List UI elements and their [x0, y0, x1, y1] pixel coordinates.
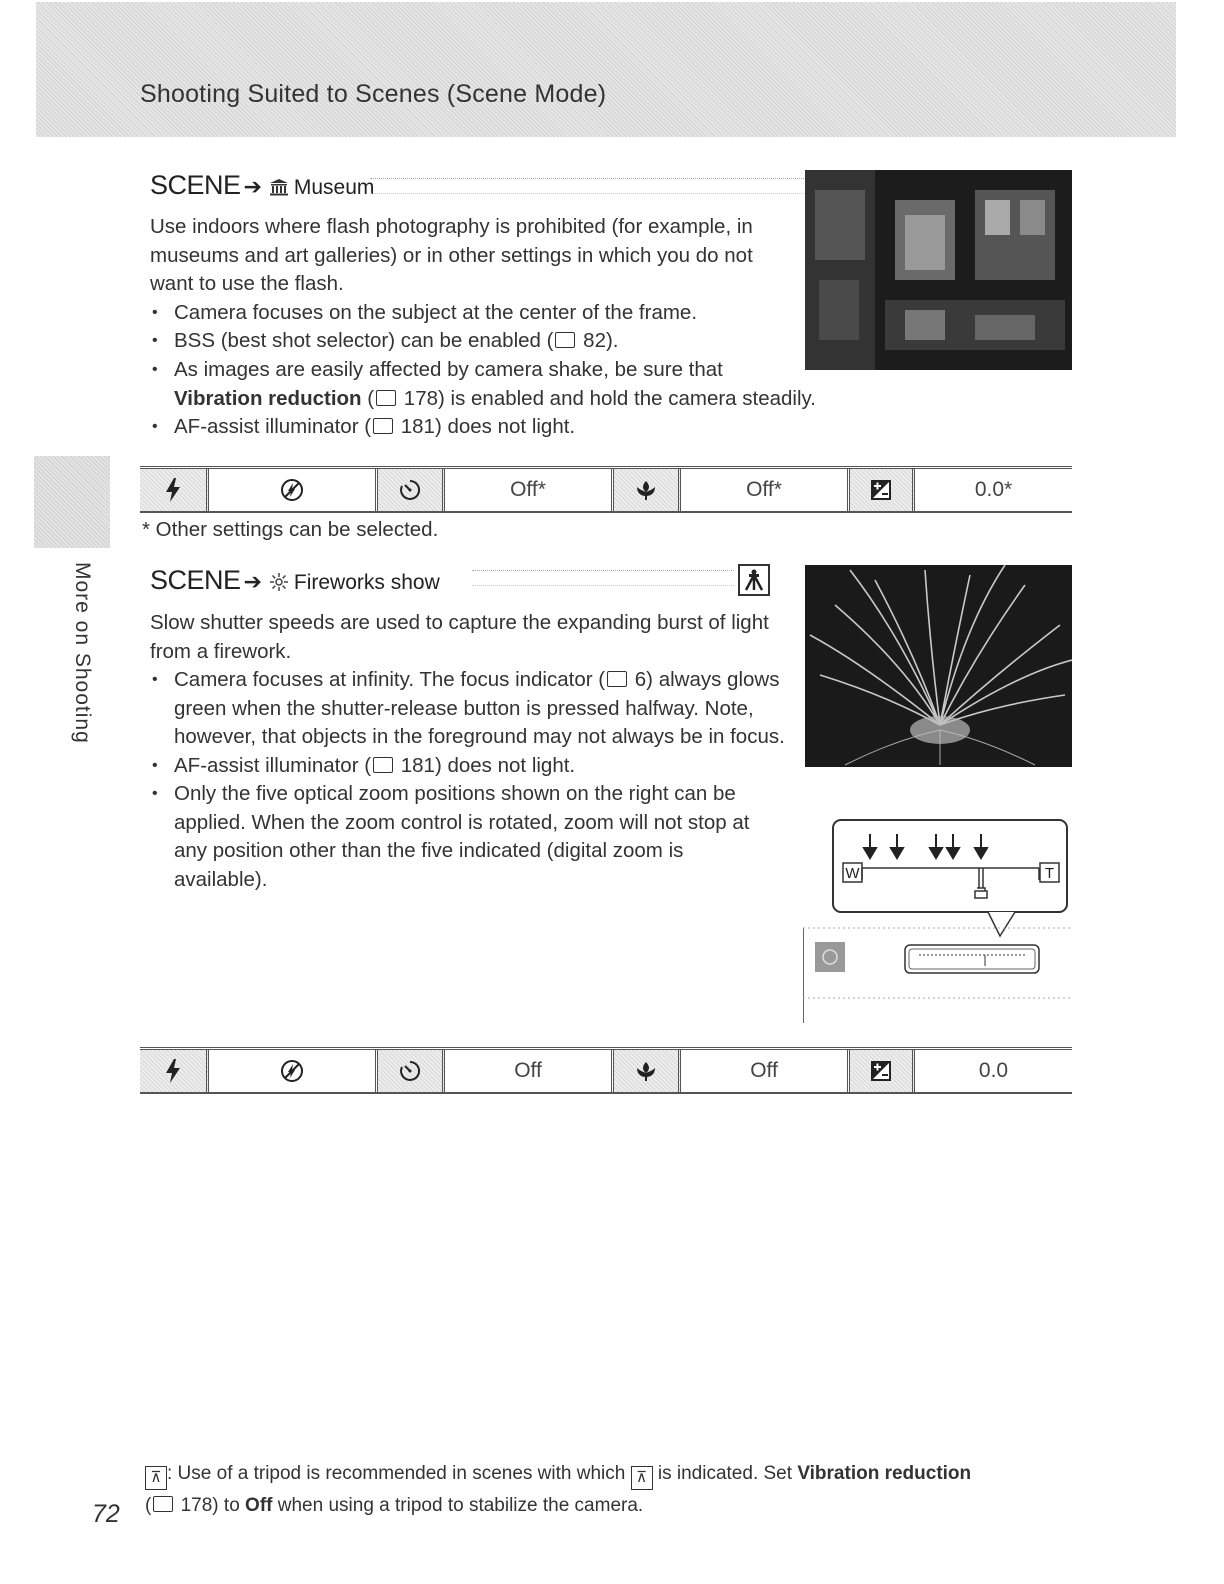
page-number: 72 [92, 1500, 120, 1528]
flash-mode-icon [140, 469, 209, 511]
zoom-tele-label: T [1044, 865, 1055, 882]
off-label: Off [245, 1495, 273, 1516]
header-band [36, 2, 1176, 137]
macro-icon [614, 1050, 681, 1092]
fireworks-intro: Slow shutter speeds are used to capture the expanding burst of light from a firework. [150, 611, 769, 663]
book-icon [373, 418, 393, 434]
museum-bullet-2: • BSS (best shot selector) can be enabled ( 82). [150, 327, 790, 356]
museum-bullet-3: • As images are easily affected by camera shake, be sure that Vibration reduction ( 178) is enabled and hold the camera steadily. [150, 356, 1070, 413]
fireworks-settings-table [140, 1047, 1072, 1094]
museum-bullets-continued [150, 356, 1070, 442]
tripod-icon: ⊼ [145, 1466, 167, 1490]
museum-bullet-4: • AF-assist illuminator ( 181) does not light. [150, 413, 1070, 442]
exposure-value: 0.0* [974, 478, 1013, 501]
fireworks-bullet-3: • Only the five optical zoom positions shown on the right can be applied. When the zoom control is rotated, zoom will not stop at any position other than the five indicated (digital zoom is available). [150, 780, 759, 894]
title-rule [370, 178, 818, 194]
museum-description [150, 213, 790, 356]
fireworks-photo [805, 565, 1072, 767]
title-rule [472, 570, 734, 586]
fireworks-bullet-1: • Camera focuses at infinity. The focus indicator ( 6) always glows green when the shutter-release button is pressed halfway. Note, however, that objects in the foreground may not always be in focus. [150, 666, 790, 752]
side-tab-marker [34, 456, 110, 548]
fireworks-title: SCENE ➔ Fireworks show [150, 565, 440, 597]
fireworks-icon [269, 572, 289, 597]
exposure-value: 0.0 [978, 1059, 1009, 1082]
flash-off-icon [209, 1050, 378, 1092]
self-timer-value: Off* [445, 469, 614, 511]
museum-footnote: * Other settings can be selected. [142, 518, 439, 541]
flash-off-icon [209, 469, 378, 511]
zoom-positions-diagram [803, 818, 1073, 1028]
museum-title: SCENE ➔ Museum [150, 170, 375, 200]
zoom-wide-label: W [845, 865, 860, 882]
book-icon [376, 390, 396, 406]
book-icon [607, 671, 627, 687]
museum-icon [269, 178, 289, 201]
museum-bullet-1: • Camera focuses on the subject at the center of the frame. [150, 299, 790, 328]
fireworks-bullet-2: • AF-assist illuminator ( 181) does not light. [150, 752, 790, 781]
tripod-note: ⊼ : Use of a tripod is recommended in scenes with which ⊼ is indicated. Set Vibration reduction ( 178) to Off when using a tripod to stabilize the camera. [145, 1463, 972, 1516]
self-timer-icon [378, 1050, 445, 1092]
museum-photo [805, 170, 1072, 370]
book-icon [153, 1496, 173, 1512]
page-header-title: Shooting Suited to Scenes (Scene Mode) [140, 80, 607, 108]
vibration-reduction-label: Vibration reduction [797, 1463, 972, 1484]
book-icon [373, 757, 393, 773]
museum-intro: Use indoors where flash photography is prohibited (for example, in museums and art galleries) or in other settings in which you do not want to use the flash. [150, 215, 753, 295]
flash-mode-icon [140, 1050, 209, 1092]
macro-icon [614, 469, 681, 511]
tripod-icon [738, 564, 770, 596]
fireworks-description [150, 609, 790, 894]
book-icon [555, 332, 575, 348]
vibration-reduction-label: Vibration reduction [174, 386, 362, 410]
museum-settings-table [140, 466, 1072, 513]
exposure-compensation-icon [850, 1050, 915, 1092]
exposure-compensation-icon [850, 469, 915, 511]
macro-value: Off* [681, 469, 850, 511]
macro-value: Off [681, 1050, 850, 1092]
self-timer-icon [378, 469, 445, 511]
tripod-icon: ⊼ [631, 1466, 653, 1490]
self-timer-value: Off [445, 1050, 614, 1092]
